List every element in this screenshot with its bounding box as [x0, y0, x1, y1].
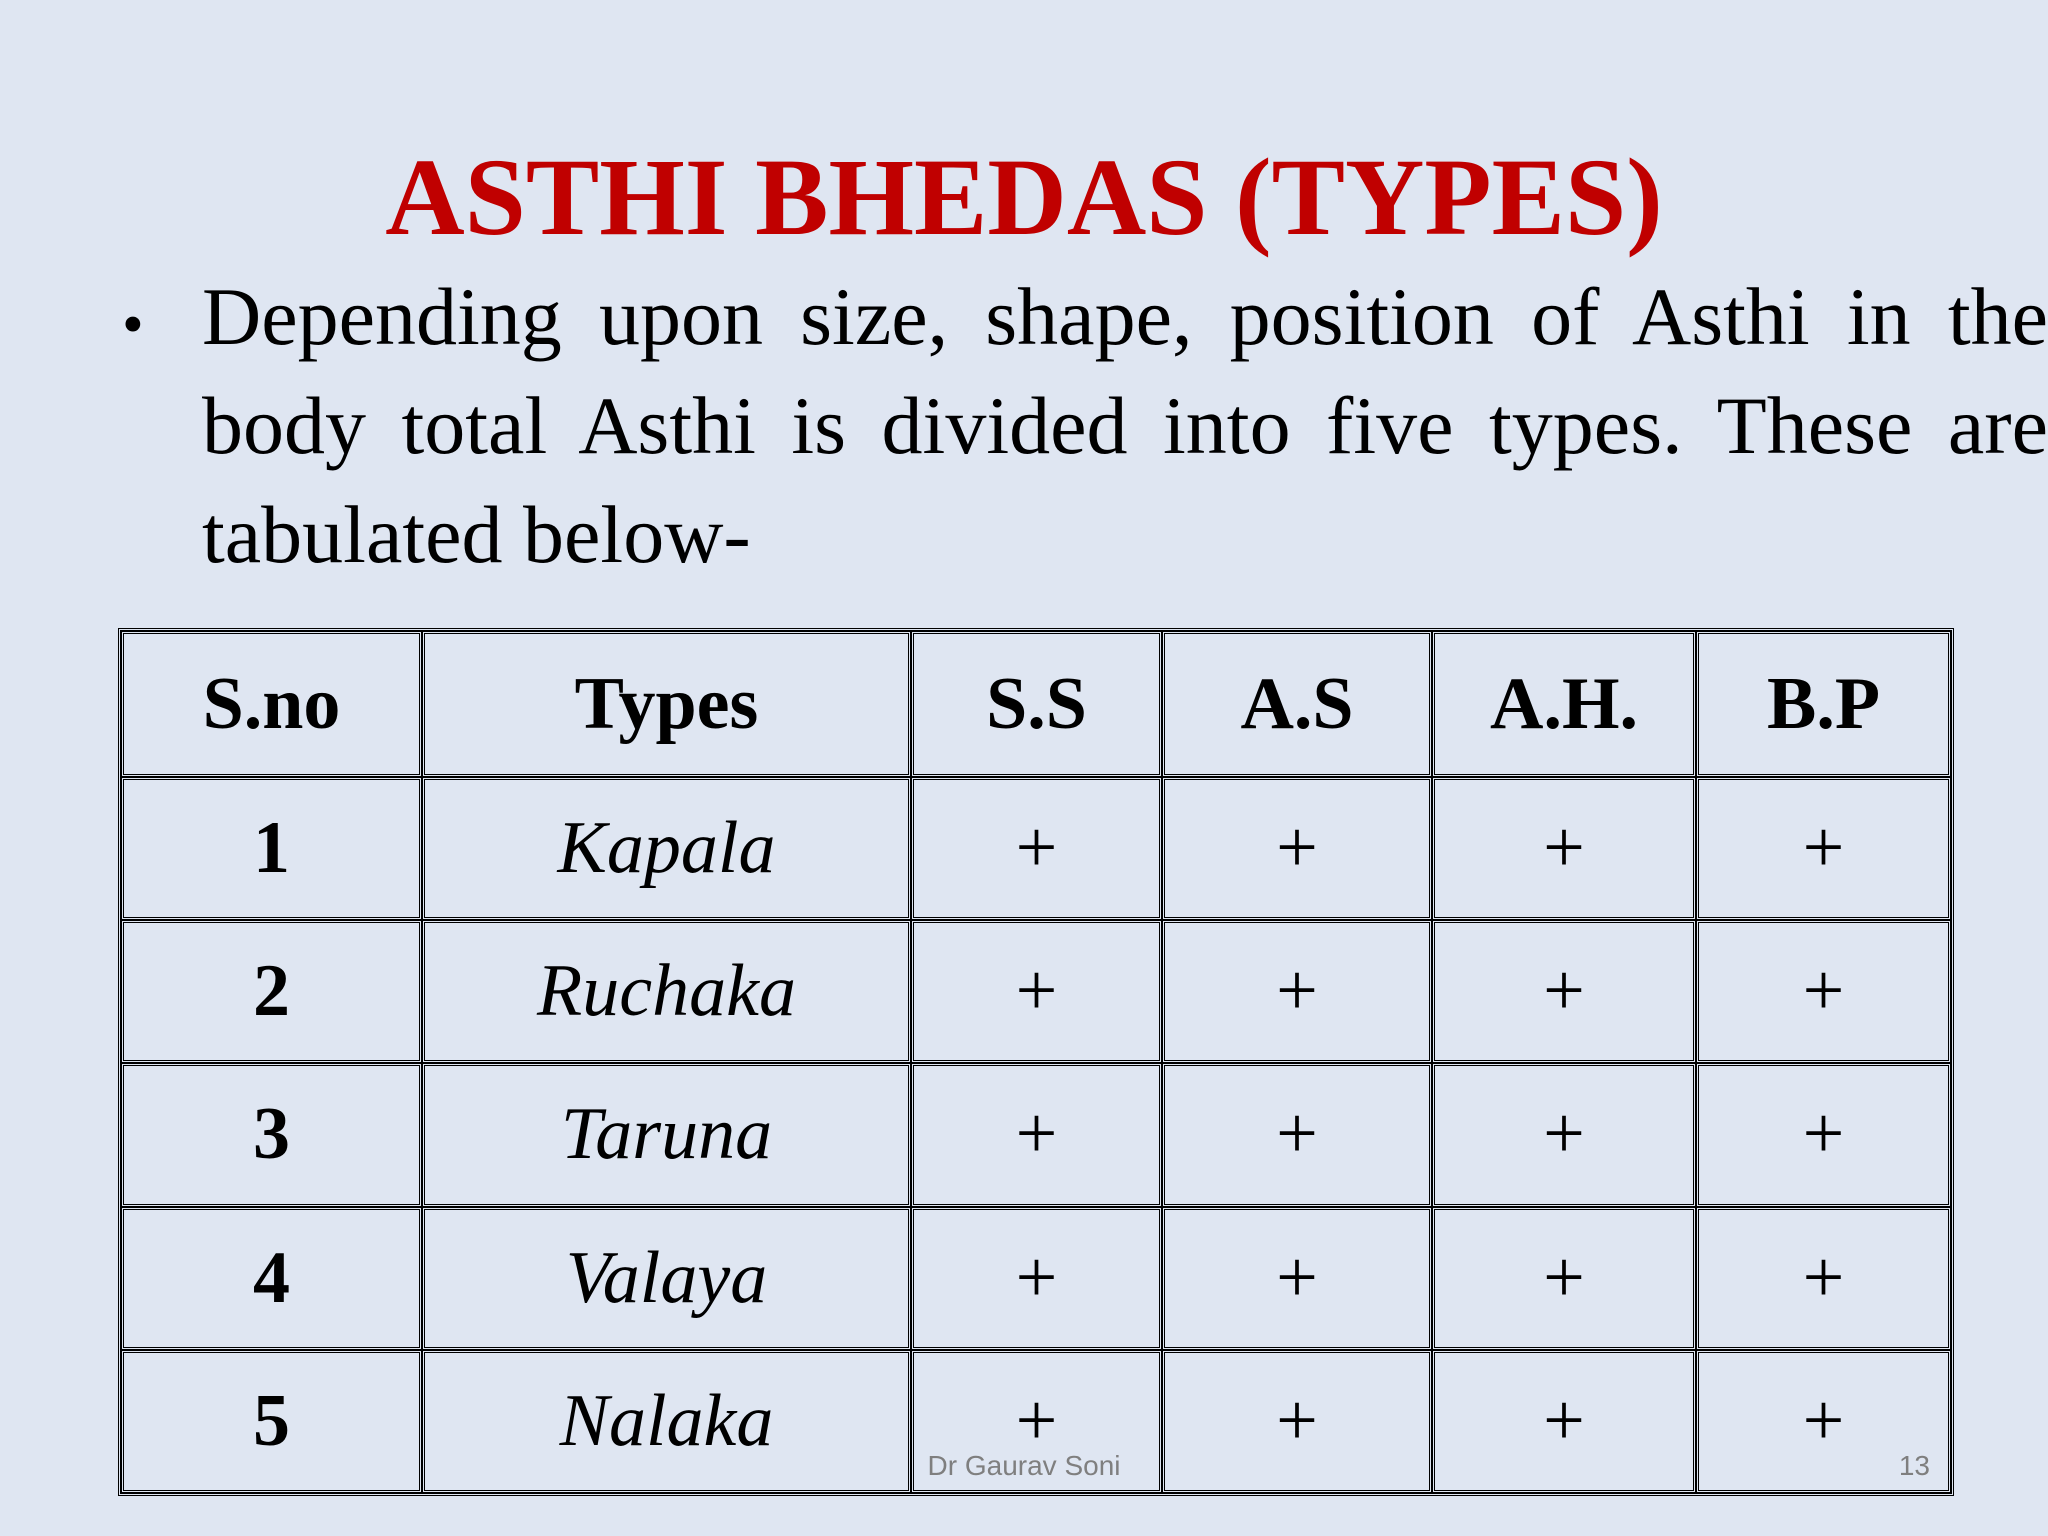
cell-bp: + — [1696, 777, 1951, 920]
cell-as: + — [1162, 1350, 1432, 1493]
slide-title: ASTHI BHEDAS (TYPES) — [385, 136, 1663, 258]
table-row — [121, 1063, 1951, 1206]
footer-author: Dr Gaurav Soni — [927, 1450, 1121, 1481]
header-ah: A.H. — [1432, 631, 1696, 777]
types-table — [118, 628, 1954, 1496]
cell-bp: + — [1696, 920, 1951, 1063]
table-header-row — [121, 631, 1951, 777]
cell-type: Valaya — [422, 1207, 911, 1350]
header-as: A.S — [1162, 631, 1432, 777]
cell-type: Ruchaka — [422, 920, 911, 1063]
cell-type: Nalaka — [422, 1350, 911, 1493]
bullet-dot: • — [122, 291, 144, 359]
cell-bp: + — [1696, 1207, 1951, 1350]
cell-bp: + — [1696, 1350, 1951, 1493]
table-row — [121, 920, 1951, 1063]
header-sno: S.no — [121, 631, 422, 777]
cell-ss: + — [911, 920, 1162, 1063]
cell-type: Taruna — [422, 1063, 911, 1206]
cell-ah: + — [1432, 1063, 1696, 1206]
cell-sno: 3 — [121, 1063, 422, 1206]
cell-as: + — [1162, 1063, 1432, 1206]
cell-as: + — [1162, 920, 1432, 1063]
header-ss: S.S — [911, 631, 1162, 777]
cell-ss: + — [911, 1063, 1162, 1206]
bullet-text: Depending upon size, shape, position of Asthi in the body total Asthi is divided into five types. These are tabulated below- — [202, 271, 2048, 580]
header-types: Types — [422, 631, 911, 777]
cell-ah: + — [1432, 777, 1696, 920]
cell-ss: + — [911, 777, 1162, 920]
cell-ah: + — [1432, 1350, 1696, 1493]
types-table-container — [118, 628, 1948, 1496]
header-bp: B.P — [1696, 631, 1951, 777]
cell-type: Kapala — [422, 777, 911, 920]
cell-sno: 2 — [121, 920, 422, 1063]
cell-as: + — [1162, 1207, 1432, 1350]
table-row — [121, 777, 1951, 920]
cell-sno: 5 — [121, 1350, 422, 1493]
cell-ah: + — [1432, 1207, 1696, 1350]
cell-ss: + — [911, 1350, 1162, 1493]
cell-ah: + — [1432, 920, 1696, 1063]
cell-sno: 4 — [121, 1207, 422, 1350]
table-row — [121, 1207, 1951, 1350]
cell-sno: 1 — [121, 777, 422, 920]
page-number: 13 — [1898, 1450, 1930, 1481]
cell-as: + — [1162, 777, 1432, 920]
cell-ss: + — [911, 1207, 1162, 1350]
cell-bp: + — [1696, 1063, 1951, 1206]
